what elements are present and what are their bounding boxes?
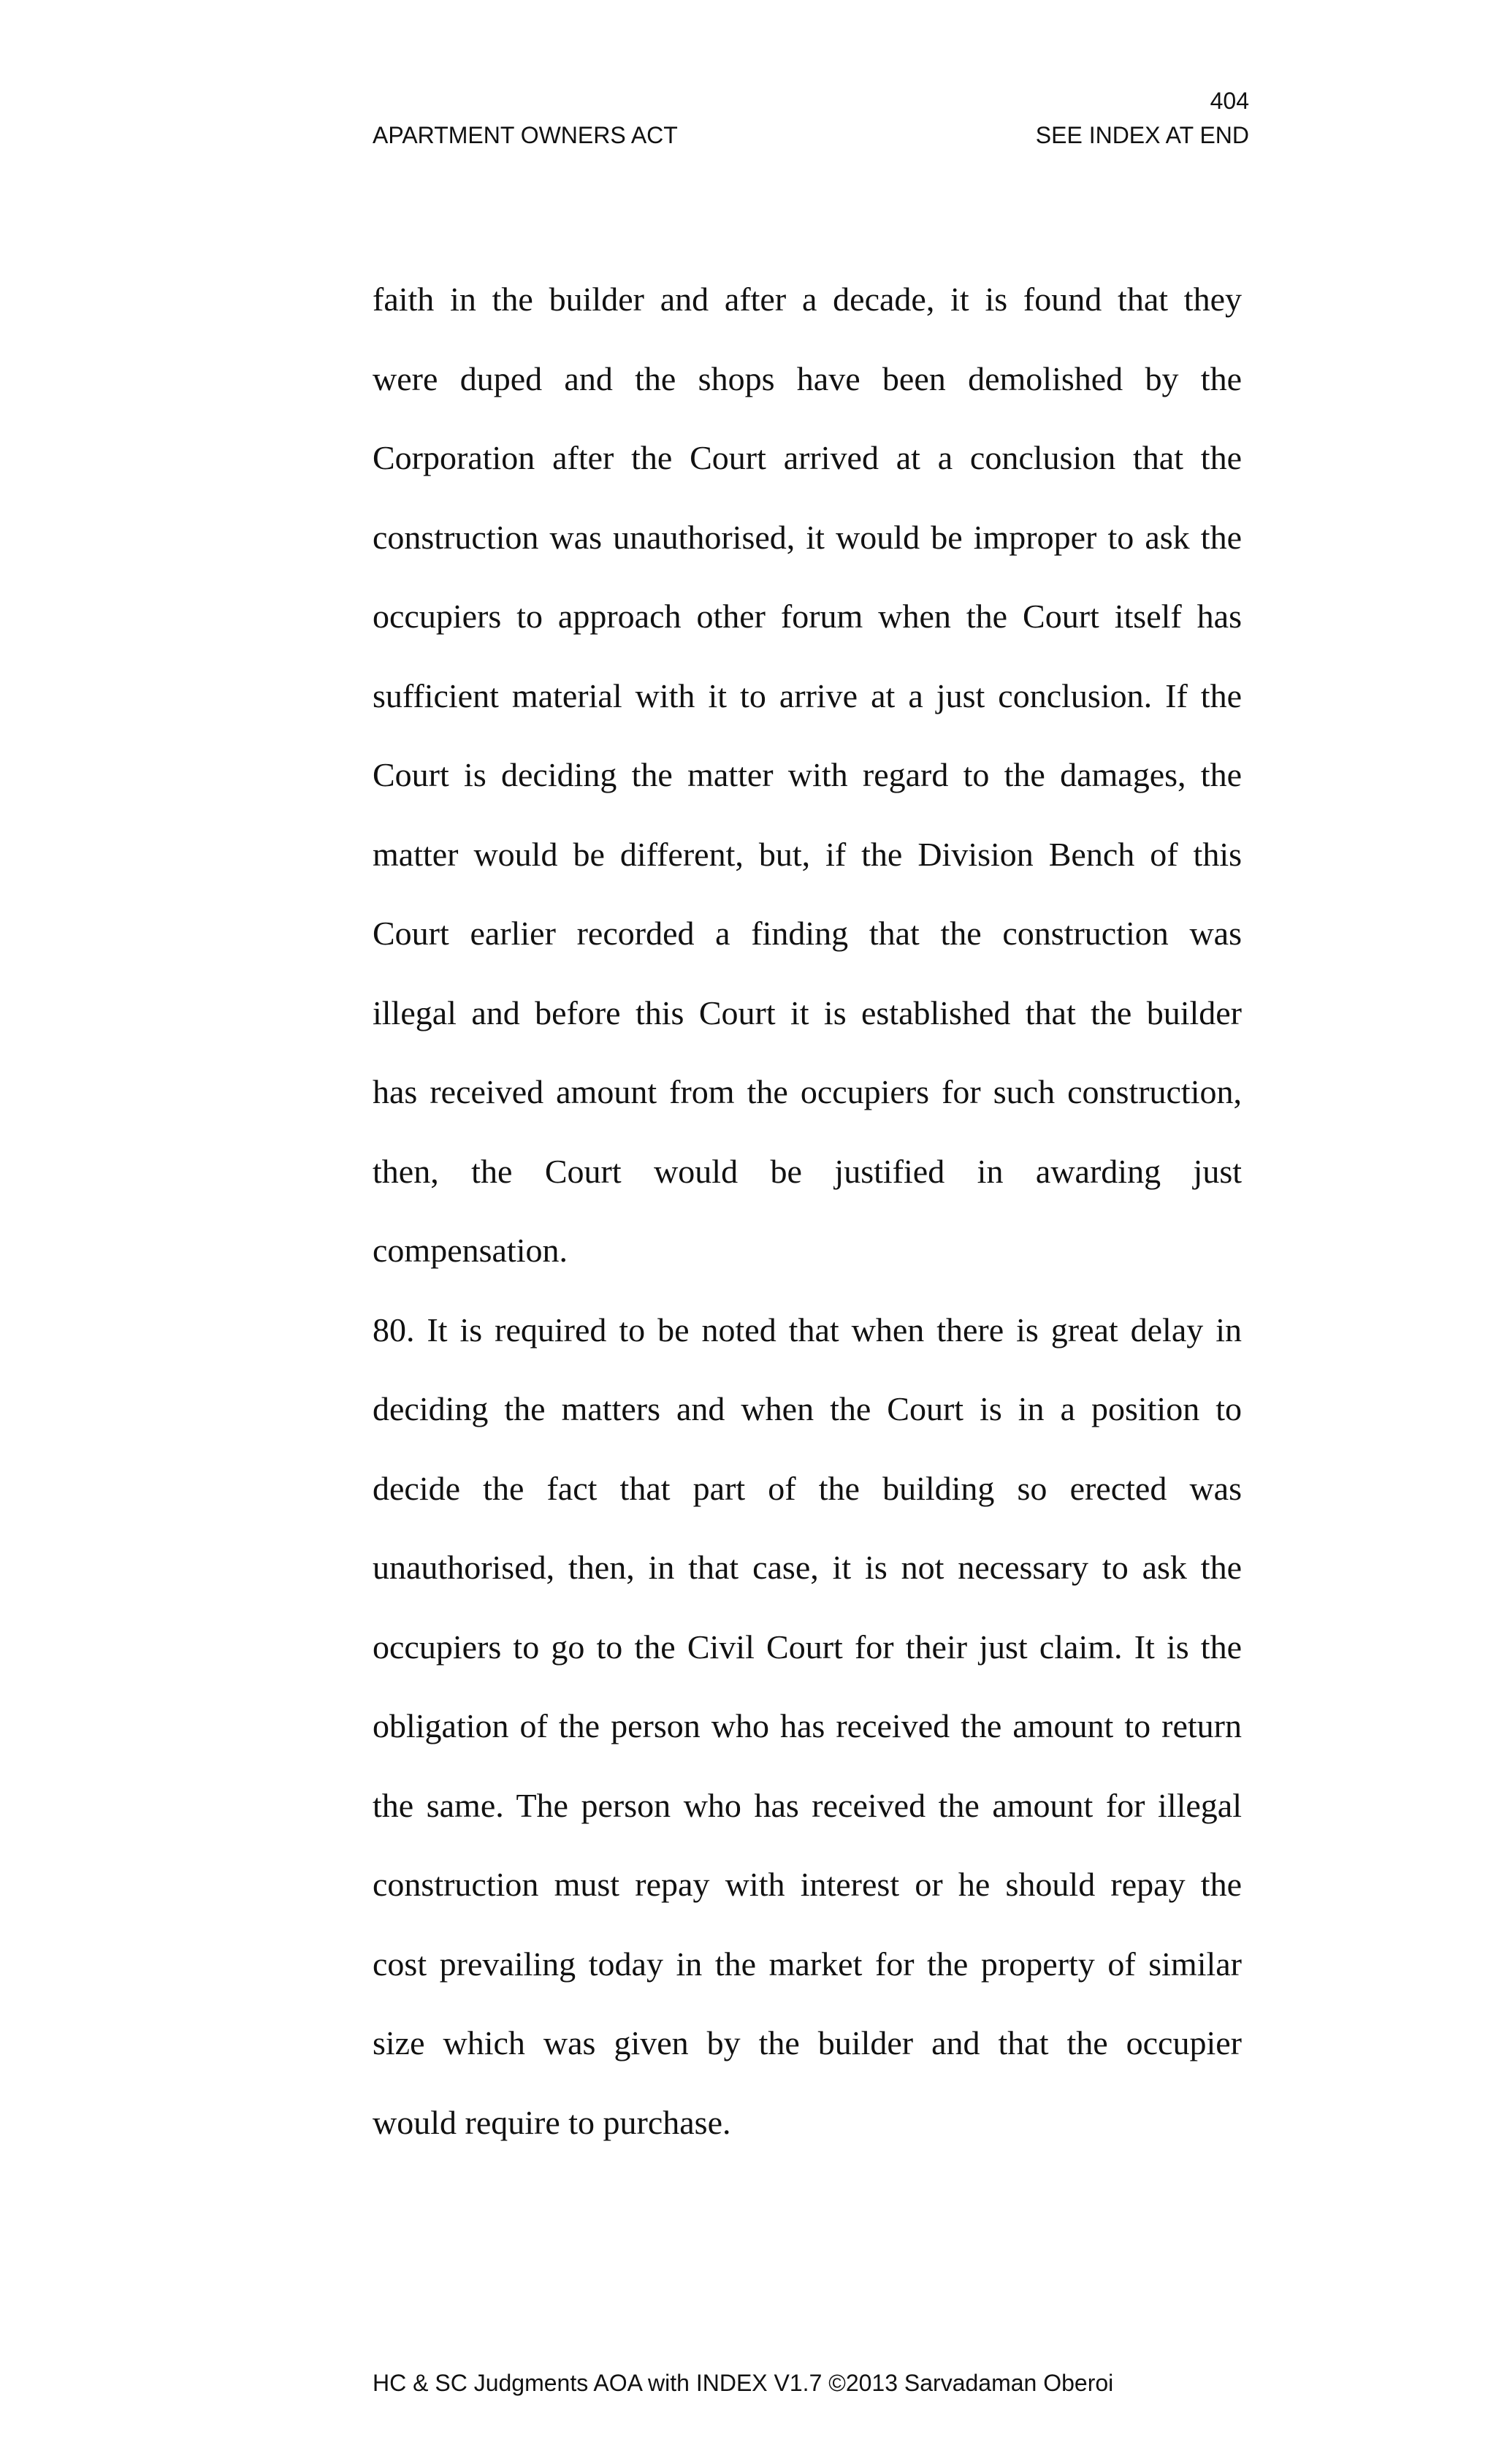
- text-line: compensation.: [373, 1232, 568, 1269]
- text-line: the same. The person who has received the amount for illegal: [373, 1786, 1242, 1824]
- text-line: faith in the builder and after a decade, it is found that they: [373, 281, 1242, 318]
- text-line: size which was given by the builder and that the occupier: [373, 2024, 1242, 2061]
- text-line: decide the fact that part of the building so erected was: [373, 1469, 1242, 1507]
- text-line: construction was unauthorised, it would be improper to ask the: [373, 518, 1242, 556]
- text-line: Court earlier recorded a finding that the construction was: [373, 915, 1242, 952]
- paragraph: [373, 260, 1242, 1291]
- text-line: were duped and the shops have been demolished by the: [373, 359, 1242, 397]
- text-line: illegal and before this Court it is established that the builder: [373, 993, 1242, 1031]
- text-line: obligation of the person who has received the amount to return: [373, 1707, 1242, 1744]
- document-body: [373, 260, 1242, 2162]
- header-right-title: SEE INDEX AT END: [1035, 122, 1249, 148]
- text-line: deciding the matters and when the Court is in a position to: [373, 1390, 1242, 1427]
- text-line: has received amount from the occupiers for such construction,: [373, 1073, 1242, 1110]
- text-line: matter would be different, but, if the Division Bench of this: [373, 835, 1242, 873]
- text-line: 80. It is required to be noted that when there is great delay in: [373, 1311, 1242, 1349]
- text-line: construction must repay with interest or he should repay the: [373, 1866, 1242, 1903]
- text-line: would require to purchase.: [373, 2103, 731, 2141]
- running-header: [373, 121, 1249, 150]
- text-line: cost prevailing today in the market for the property of similar: [373, 1945, 1242, 1983]
- text-line: occupiers to go to the Civil Court for their just claim. It is the: [373, 1628, 1242, 1666]
- page-footer: HC & SC Judgments AOA with INDEX V1.7 ©2013 Sarvadaman Oberoi: [373, 2370, 1114, 2396]
- text-line: Court is deciding the matter with regard to the damages, the: [373, 756, 1242, 793]
- paragraph: [373, 1291, 1242, 2163]
- text-line: then, the Court would be justified in awarding just: [373, 1152, 1242, 1190]
- text-line: Corporation after the Court arrived at a conclusion that the: [373, 439, 1242, 476]
- text-line: sufficient material with it to arrive at a just conclusion. If the: [373, 676, 1242, 714]
- page-number: 404: [1210, 88, 1249, 114]
- text-line: occupiers to approach other forum when the Court itself has: [373, 598, 1242, 635]
- text-line: unauthorised, then, in that case, it is not necessary to ask the: [373, 1549, 1242, 1586]
- header-left-title: APARTMENT OWNERS ACT: [373, 122, 678, 148]
